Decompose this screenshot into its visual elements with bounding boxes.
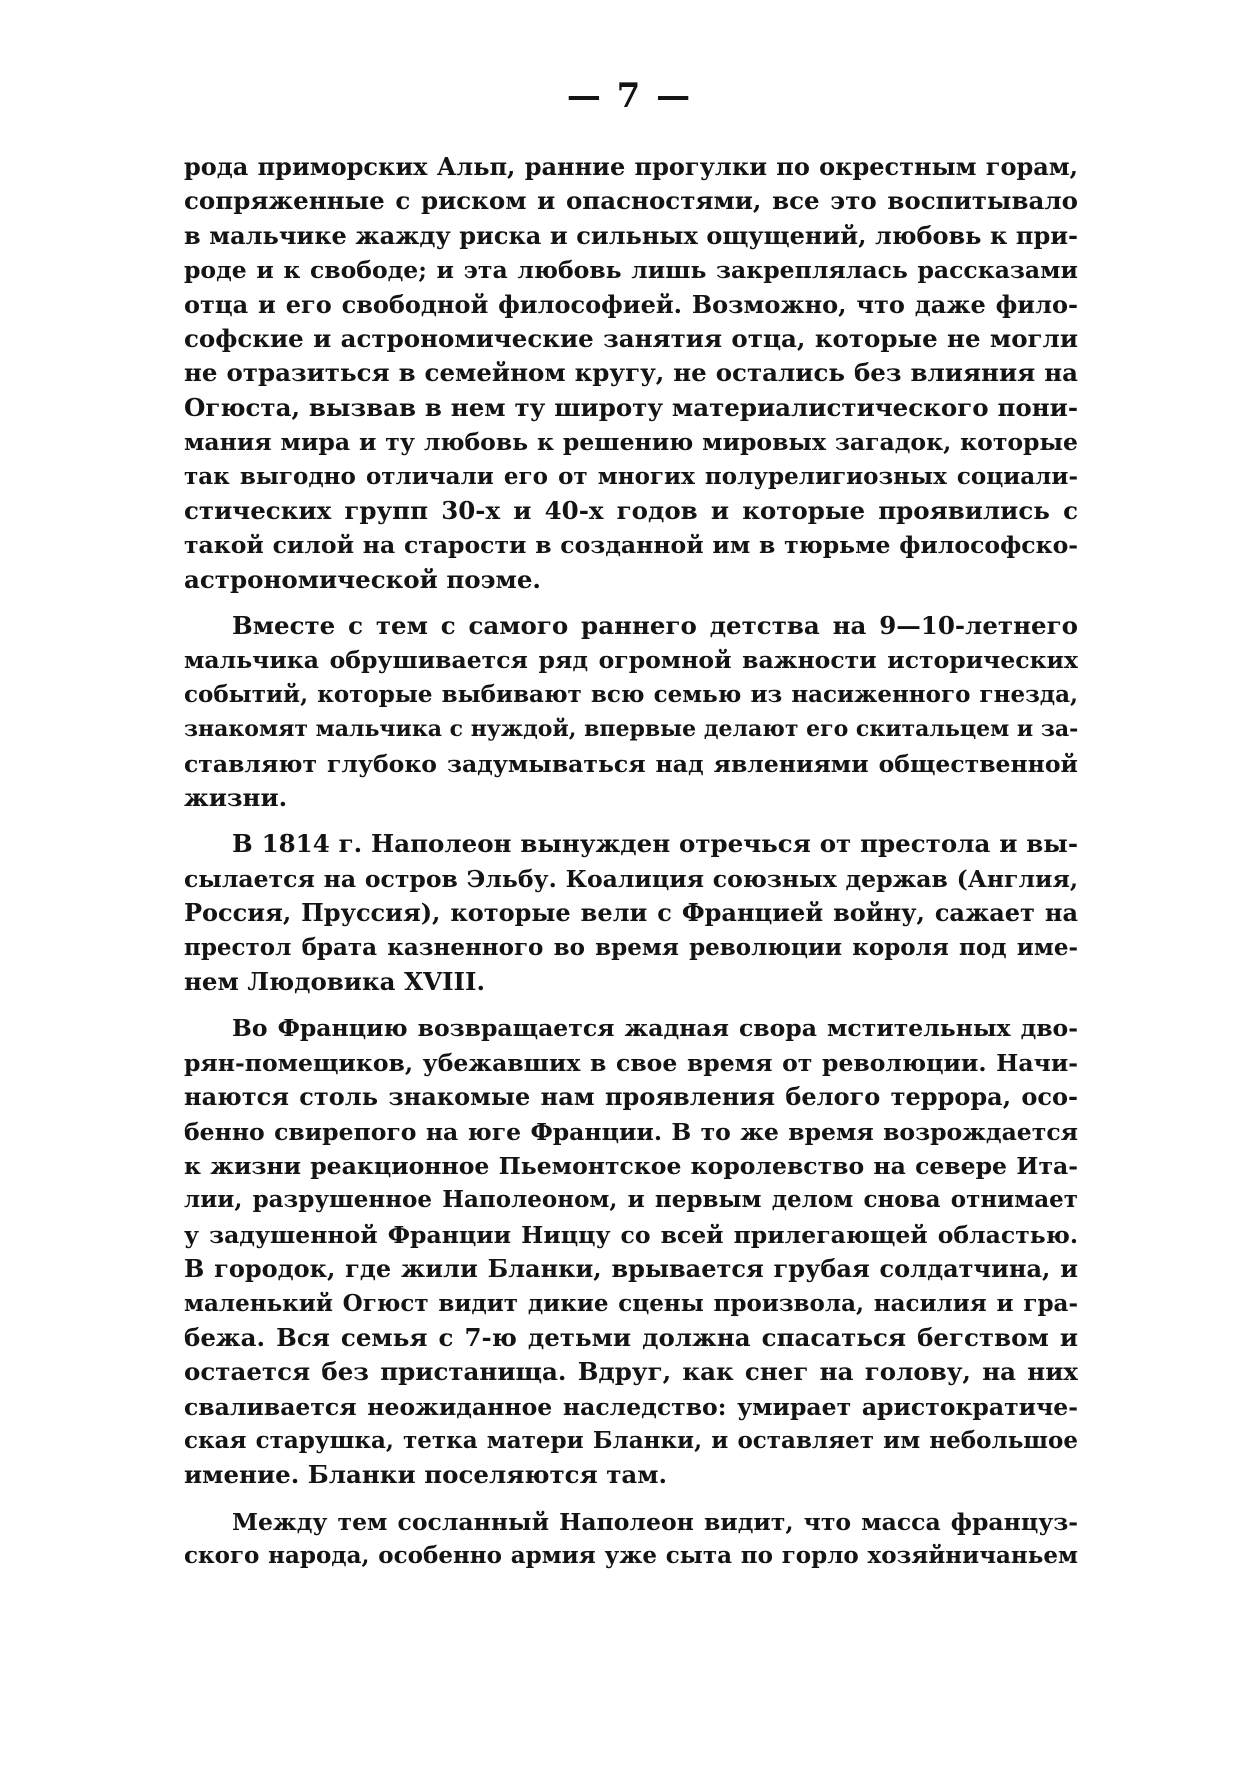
text-line: жизни.: [184, 783, 288, 813]
text-line: мания мира и ту любовь к решению мировых загадок, которые: [184, 428, 1078, 457]
text-line: рян-помещиков, убежавших в свое время от революции. Начи-: [184, 1048, 1078, 1077]
paragraph: [184, 827, 1078, 999]
paragraph: [184, 1011, 1078, 1492]
text-line: имение. Бланки поселяются там.: [184, 1460, 668, 1490]
text-line: В городок, где жили Бланки, врывается грубая солдатчина, и: [184, 1254, 1078, 1284]
text-line: такой силой на старости в созданной им в тюрьме философско-: [184, 531, 1078, 560]
paragraph: [184, 1505, 1078, 1574]
text-line: Вместе с тем с самого раннего детства на 9—10-летнего: [232, 611, 1078, 641]
paragraph: [184, 150, 1078, 597]
text-line: отца и его свободной философией. Возможно, что даже фило-: [184, 289, 1078, 319]
text-line: так выгодно отличали его от многих полурелигиозных социали-: [184, 462, 1078, 490]
text-line: у задушенной Франции Ниццу со всей прилегающей областью.: [184, 1220, 1078, 1249]
text-line: сылается на остров Эльбу. Коалиция союзных держав (Англия,: [184, 864, 1078, 893]
text-line: софские и астрономические занятия отца, которые не могли: [184, 323, 1078, 353]
text-line: в мальчике жажду риска и сильных ощущений, любовь к при-: [184, 220, 1078, 250]
text-line: маленький Огюст видит дикие сцены произвола, насилия и гра-: [184, 1289, 1078, 1317]
text-line: бежа. Вся семья с 7-ю детьми должна спасаться бегством и: [184, 1322, 1078, 1352]
text-line: рода приморских Альп, ранние прогулки по окрестным горам,: [184, 152, 1078, 181]
text-line: Во Францию возвращается жадная свора мстительных дво-: [232, 1014, 1078, 1043]
page-text: [184, 150, 1078, 1586]
text-line: бенно свирепого на юге Франции. В то же время возрождается: [184, 1117, 1078, 1146]
page-number: — 7 —: [566, 76, 693, 116]
text-line: знакомят мальчика с нуждой, впервые делают его скитальцем и за-: [184, 716, 1078, 743]
text-line: престол брата казненного во время революции короля под име-: [184, 933, 1078, 961]
text-line: астрономической поэме.: [184, 564, 541, 594]
text-line: Между тем сосланный Наполеон видит, что масса француз-: [232, 1507, 1078, 1536]
text-line: остается без пристанища. Вдруг, как снег на голову, на них: [184, 1357, 1078, 1387]
text-line: ставляют глубоко задумываться над явлениями общественной: [184, 749, 1078, 778]
text-line: ская старушка, тетка матери Бланки, и оставляет им небольшое: [184, 1427, 1078, 1455]
text-line: сопряженные с риском и опасностями, все это воспитывало: [184, 186, 1078, 216]
text-line: ского народа, особенно армия уже сыта по горло хозяйничаньем: [184, 1542, 1078, 1570]
text-line: не отразиться в семейном кругу, не остались без влияния на: [184, 358, 1078, 388]
text-line: Россия, Пруссия), которые вели с Францией войну, сажает на: [184, 898, 1078, 928]
text-line: лии, разрушенное Наполеоном, и первым делом снова отнимает: [184, 1186, 1078, 1214]
text-line: стических групп 30-х и 40-х годов и которые проявились с: [184, 495, 1078, 525]
text-line: сваливается неожиданное наследство: умирает аристократиче-: [184, 1392, 1078, 1421]
text-line: к жизни реакционное Пьемонтское королевство на севере Ита-: [184, 1151, 1078, 1180]
text-line: роде и к свободе; и эта любовь лишь закреплялась рассказами: [184, 256, 1078, 285]
text-line: нем Людовика XVIII.: [184, 966, 486, 996]
text-line: событий, которые выбивают всю семью из насиженного гнезда,: [184, 680, 1078, 708]
text-line: Огюста, вызвав в нем ту широту материалистического пони-: [184, 392, 1078, 422]
text-line: мальчика обрушивается ряд огромной важности исторических: [184, 646, 1078, 675]
paragraph: [184, 609, 1078, 815]
text-line: В 1814 г. Наполеон вынужден отречься от престола и вы-: [232, 829, 1078, 859]
text-line: наются столь знакомые нам проявления белого террора, осо-: [184, 1082, 1078, 1112]
